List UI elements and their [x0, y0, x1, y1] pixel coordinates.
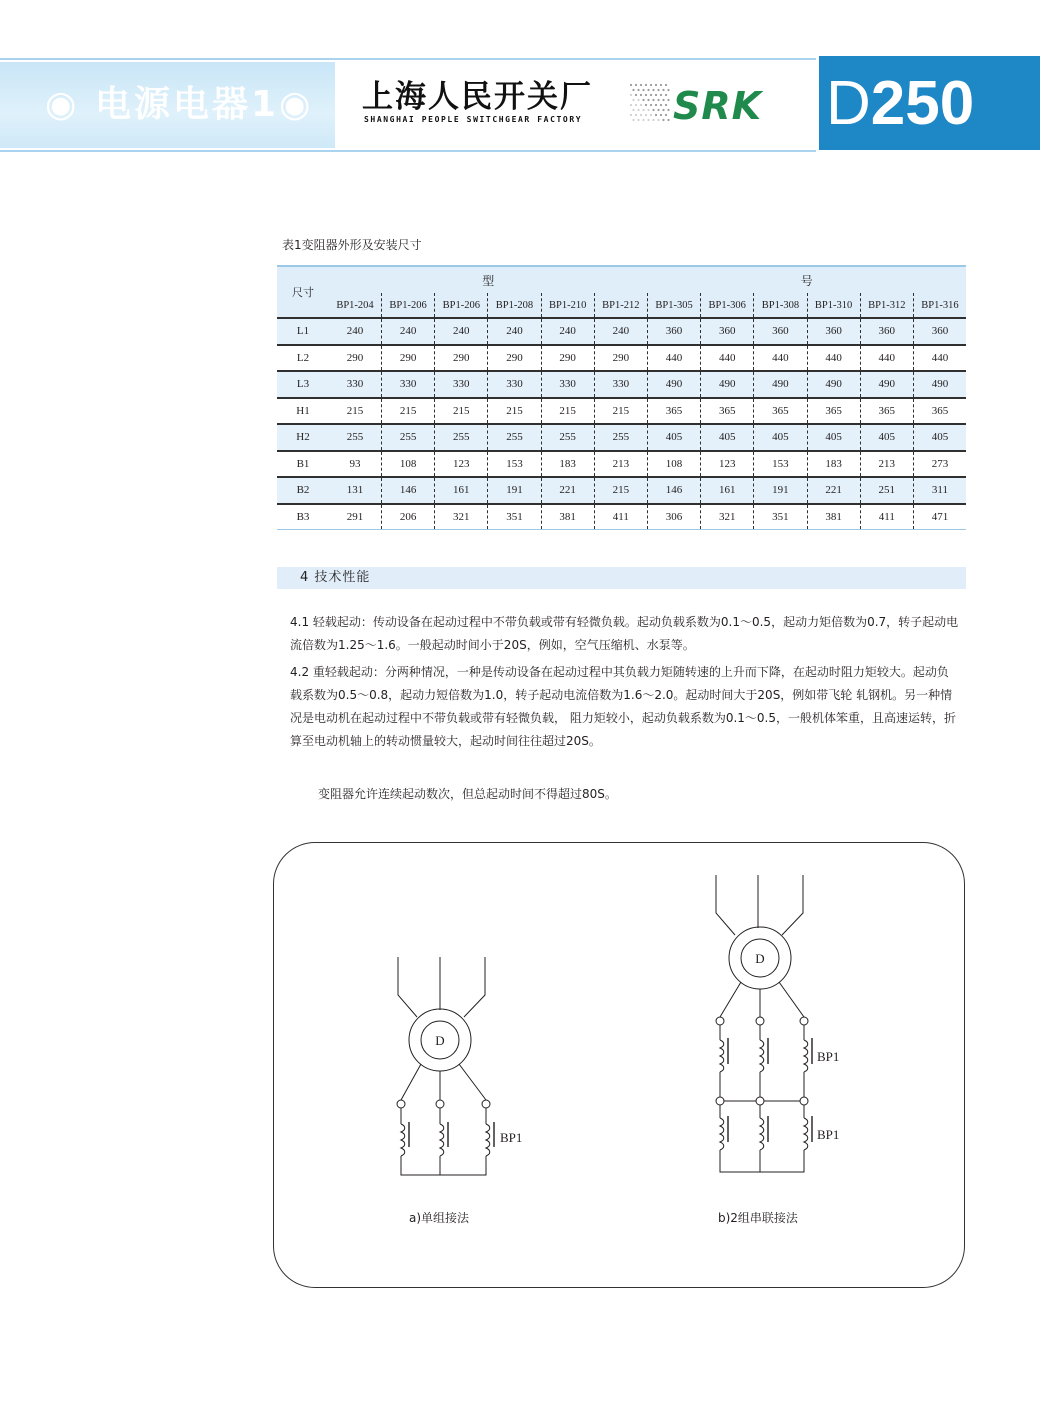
table-cell: 240 — [541, 318, 594, 345]
logo-dot — [632, 99, 634, 101]
table-cell: 405 — [754, 424, 807, 451]
table-cell: 251 — [860, 477, 913, 504]
table-cell: 411 — [594, 504, 647, 530]
table-cell: 215 — [594, 398, 647, 425]
dim-label-cell: B2 — [277, 477, 329, 504]
model-name-cell: BP1-208 — [488, 293, 541, 318]
logo-dot — [660, 104, 662, 106]
table-cell: 440 — [807, 345, 860, 372]
table-cell: 153 — [754, 451, 807, 478]
logo-dot — [667, 109, 669, 111]
logo-dot — [630, 84, 632, 86]
page-code-letter: D — [826, 69, 871, 138]
logo-dot — [665, 104, 667, 106]
logo-dot — [647, 89, 649, 91]
table-cell: 360 — [647, 318, 700, 345]
table-cell: 221 — [807, 477, 860, 504]
model-name-cell: BP1-312 — [860, 293, 913, 318]
table-cell: 351 — [488, 504, 541, 530]
table-cell: 306 — [647, 504, 700, 530]
table-cell: 131 — [329, 477, 382, 504]
table-cell: 440 — [913, 345, 966, 372]
logo-dot — [665, 94, 667, 96]
page-code-number: 250 — [870, 69, 975, 138]
model-name-row — [277, 293, 966, 318]
table-cell: 290 — [435, 345, 488, 372]
dim-label-cell: B3 — [277, 504, 329, 530]
logo-dot — [642, 109, 644, 111]
table-cell: 123 — [701, 451, 754, 478]
table-cell: 108 — [382, 451, 435, 478]
logo-dot — [662, 89, 664, 91]
table-cell: 405 — [807, 424, 860, 451]
logo-dot — [637, 119, 639, 121]
table-row — [277, 398, 966, 425]
table-cell: 291 — [329, 504, 382, 530]
table-header-row — [277, 266, 966, 293]
table-cell: 440 — [701, 345, 754, 372]
table-cell: 365 — [807, 398, 860, 425]
table-cell: 240 — [435, 318, 488, 345]
table-cell: 123 — [435, 451, 488, 478]
table-cell: 161 — [435, 477, 488, 504]
table-cell: 255 — [488, 424, 541, 451]
table-cell: 290 — [329, 345, 382, 372]
section-title: 4 技术性能 — [300, 570, 371, 585]
header-rule-top — [0, 58, 818, 60]
table-cell: 290 — [488, 345, 541, 372]
table-cell: 213 — [594, 451, 647, 478]
model-header-cell — [329, 266, 966, 293]
logo-dot — [660, 84, 662, 86]
table-caption: 表1变阻器外形及安装尺寸 — [282, 238, 422, 252]
table-cell: 221 — [541, 477, 594, 504]
dim-label-cell: L2 — [277, 345, 329, 372]
table-row — [277, 424, 966, 451]
table-cell: 311 — [913, 477, 966, 504]
table-cell: 191 — [488, 477, 541, 504]
logo-dot — [657, 119, 659, 121]
table-cell: 405 — [913, 424, 966, 451]
dim-label-cell: L1 — [277, 318, 329, 345]
dim-label-cell: H2 — [277, 424, 329, 451]
table-cell: 191 — [754, 477, 807, 504]
table-cell: 183 — [807, 451, 860, 478]
bp1-label-b2: BP1 — [817, 1127, 840, 1142]
table-cell: 240 — [488, 318, 541, 345]
table-cell: 215 — [435, 398, 488, 425]
brand-logo: SRK — [673, 84, 763, 128]
caption-two-group-series: b)2组串联接法 — [718, 1211, 798, 1225]
table-cell: 365 — [754, 398, 807, 425]
table-cell: 290 — [594, 345, 647, 372]
logo-dot — [635, 84, 637, 86]
logo-dot — [655, 84, 657, 86]
table-cell: 290 — [541, 345, 594, 372]
table-cell: 490 — [647, 371, 700, 398]
table-cell: 183 — [541, 451, 594, 478]
paragraph-start-limit: 变阻器允许连续起动数次，但总起动时间不得超过80S。 — [318, 787, 617, 801]
logo-dot — [637, 109, 639, 111]
series-title: ◉ 电源电器1◉ — [45, 84, 314, 125]
table-cell: 365 — [913, 398, 966, 425]
table-cell: 360 — [701, 318, 754, 345]
model-name-cell: BP1-204 — [329, 293, 382, 318]
logo-dot — [652, 109, 654, 111]
table-cell: 405 — [860, 424, 913, 451]
logo-dot — [650, 84, 652, 86]
logo-dot — [650, 94, 652, 96]
page-code — [826, 64, 1036, 144]
table-row — [277, 451, 966, 478]
logo-dot — [647, 99, 649, 101]
table-cell: 215 — [594, 477, 647, 504]
logo-dot — [657, 89, 659, 91]
dim-label-cell: B1 — [277, 451, 329, 478]
table-cell: 330 — [594, 371, 647, 398]
table-cell: 365 — [701, 398, 754, 425]
table-cell: 490 — [701, 371, 754, 398]
logo-dot — [642, 119, 644, 121]
model-name-cell: BP1-308 — [754, 293, 807, 318]
table-cell: 215 — [488, 398, 541, 425]
dim-header-cell: 尺寸 — [277, 266, 329, 318]
logo-dot — [630, 94, 632, 96]
logo-dot — [640, 94, 642, 96]
table-cell: 330 — [382, 371, 435, 398]
logo-dot — [640, 114, 642, 116]
logo-dot — [650, 104, 652, 106]
table-cell: 108 — [647, 451, 700, 478]
logo-dot — [640, 84, 642, 86]
table-cell: 330 — [329, 371, 382, 398]
logo-dot — [647, 119, 649, 121]
table-cell: 93 — [329, 451, 382, 478]
table-cell: 381 — [807, 504, 860, 530]
table-cell: 440 — [754, 345, 807, 372]
logo-dot — [647, 109, 649, 111]
bp1-label-a: BP1 — [500, 1130, 523, 1145]
model-name-cell: BP1-306 — [701, 293, 754, 318]
paragraph-heavy-start: 4.2 重轻载起动：分两种情况，一种是传动设备在起动过程中其负载力矩随转速的上升而下降，在起动时阻力矩较大。起动负载系数为0.5～0.8，起动力短倍数为1.0，转子起动电流倍数为1.6～2.0。起动时间大于20S，例如带飞轮 轧钢机。另一种情况是电动机在起动过程中不带负载或带有轻微负载， 阻力矩较小，起动负载系数为0.1～0.5，一般机体笨重，且高速运转，折算至电动机轴上的转动惯量较大，起动时间往往超过20S。 — [290, 665, 956, 748]
model-header-right: 号 — [800, 273, 813, 288]
logo-dot — [635, 104, 637, 106]
table-cell: 321 — [701, 504, 754, 530]
caption-single-group: a)单组接法 — [409, 1211, 470, 1225]
table-row — [277, 371, 966, 398]
table-cell: 146 — [647, 477, 700, 504]
logo-dot — [645, 114, 647, 116]
model-name-cell: BP1-210 — [541, 293, 594, 318]
table-cell: 351 — [754, 504, 807, 530]
table-cell: 215 — [382, 398, 435, 425]
table-cell: 255 — [329, 424, 382, 451]
logo-dot — [637, 99, 639, 101]
logo-dot — [655, 114, 657, 116]
logo-dot — [655, 104, 657, 106]
company-name-cn: 上海人民开关厂 — [362, 79, 593, 115]
logo-dot — [632, 89, 634, 91]
table-cell: 405 — [701, 424, 754, 451]
table-row — [277, 504, 966, 530]
diagram-single-group — [397, 957, 522, 1175]
table-cell: 255 — [435, 424, 488, 451]
table-row — [277, 477, 966, 504]
logo-dot — [632, 109, 634, 111]
table-cell: 153 — [488, 451, 541, 478]
table-cell: 490 — [754, 371, 807, 398]
table-cell: 146 — [382, 477, 435, 504]
logo-dot — [652, 99, 654, 101]
table-cell: 365 — [860, 398, 913, 425]
dim-label-cell: L3 — [277, 371, 329, 398]
table-cell: 215 — [541, 398, 594, 425]
logo-dot — [637, 89, 639, 91]
table-cell: 490 — [807, 371, 860, 398]
motor-label-b: D — [755, 951, 765, 966]
logo-dot — [662, 99, 664, 101]
table-cell: 255 — [594, 424, 647, 451]
model-name-cell: BP1-310 — [807, 293, 860, 318]
table-cell: 330 — [488, 371, 541, 398]
dim-label-cell: H1 — [277, 398, 329, 425]
model-name-cell: BP1-206 — [435, 293, 488, 318]
table-row — [277, 345, 966, 372]
logo-dot — [662, 119, 664, 121]
logo-dot — [635, 114, 637, 116]
table-cell: 330 — [541, 371, 594, 398]
logo-dot — [650, 114, 652, 116]
model-header-left: 型 — [482, 273, 495, 288]
table-cell: 255 — [541, 424, 594, 451]
logo-dot — [645, 104, 647, 106]
model-name-cell: BP1-305 — [647, 293, 700, 318]
table-cell: 365 — [647, 398, 700, 425]
logo-dots-icon — [628, 82, 670, 122]
logo-dot — [652, 89, 654, 91]
table-cell: 330 — [435, 371, 488, 398]
company-name-en: SHANGHAI PEOPLE SWITCHGEAR FACTORY — [364, 115, 583, 124]
table-cell: 440 — [647, 345, 700, 372]
table-cell: 411 — [860, 504, 913, 530]
logo-dot — [660, 114, 662, 116]
wiring-diagram — [273, 842, 965, 1288]
table-cell: 360 — [754, 318, 807, 345]
header-rule-bottom — [0, 150, 818, 152]
page-code-divider — [816, 56, 819, 152]
logo-dot — [630, 104, 632, 106]
table-cell: 360 — [913, 318, 966, 345]
logo-dot — [645, 94, 647, 96]
dimension-table — [277, 265, 966, 530]
table-cell: 405 — [647, 424, 700, 451]
table-cell: 240 — [329, 318, 382, 345]
table-cell: 240 — [382, 318, 435, 345]
motor-label-a: D — [435, 1033, 445, 1048]
table-row — [277, 318, 966, 345]
diagram-two-group-series — [716, 875, 839, 1172]
logo-dot — [657, 99, 659, 101]
logo-dot — [642, 89, 644, 91]
logo-dot — [630, 114, 632, 116]
logo-dot — [662, 109, 664, 111]
logo-dot — [657, 109, 659, 111]
table-cell: 471 — [913, 504, 966, 530]
logo-dot — [642, 99, 644, 101]
logo-dot — [640, 104, 642, 106]
logo-dot — [652, 119, 654, 121]
logo-dot — [660, 94, 662, 96]
logo-dot — [655, 94, 657, 96]
table-cell: 490 — [860, 371, 913, 398]
table-cell: 360 — [807, 318, 860, 345]
logo-dot — [635, 94, 637, 96]
bp1-label-b1: BP1 — [817, 1049, 840, 1064]
table-cell: 273 — [913, 451, 966, 478]
table-cell: 381 — [541, 504, 594, 530]
model-name-cell: BP1-212 — [594, 293, 647, 318]
model-name-cell: BP1-316 — [913, 293, 966, 318]
table-cell: 290 — [382, 345, 435, 372]
table-cell: 215 — [329, 398, 382, 425]
logo-dot — [645, 84, 647, 86]
logo-dot — [667, 119, 669, 121]
table-cell: 360 — [860, 318, 913, 345]
paragraph-light-start: 4.1 轻载起动：传动设备在起动过程中不带负载或带有轻微负载。起动负载系数为0.1～0.5，起动力矩倍数为0.7，转子起动电流倍数为1.25～1.6。一般起动时间小于20S，例如，空气压缩机、水泵等。 — [290, 615, 959, 652]
table-cell: 161 — [701, 477, 754, 504]
logo-dot — [665, 114, 667, 116]
table-cell: 440 — [860, 345, 913, 372]
table-cell: 213 — [860, 451, 913, 478]
logo-dot — [665, 84, 667, 86]
table-cell: 321 — [435, 504, 488, 530]
logo-dot — [632, 119, 634, 121]
table-cell: 206 — [382, 504, 435, 530]
table-cell: 490 — [913, 371, 966, 398]
model-name-cell: BP1-206 — [382, 293, 435, 318]
table-cell: 240 — [594, 318, 647, 345]
logo-dot — [667, 89, 669, 91]
logo-dot — [667, 99, 669, 101]
table-cell: 255 — [382, 424, 435, 451]
